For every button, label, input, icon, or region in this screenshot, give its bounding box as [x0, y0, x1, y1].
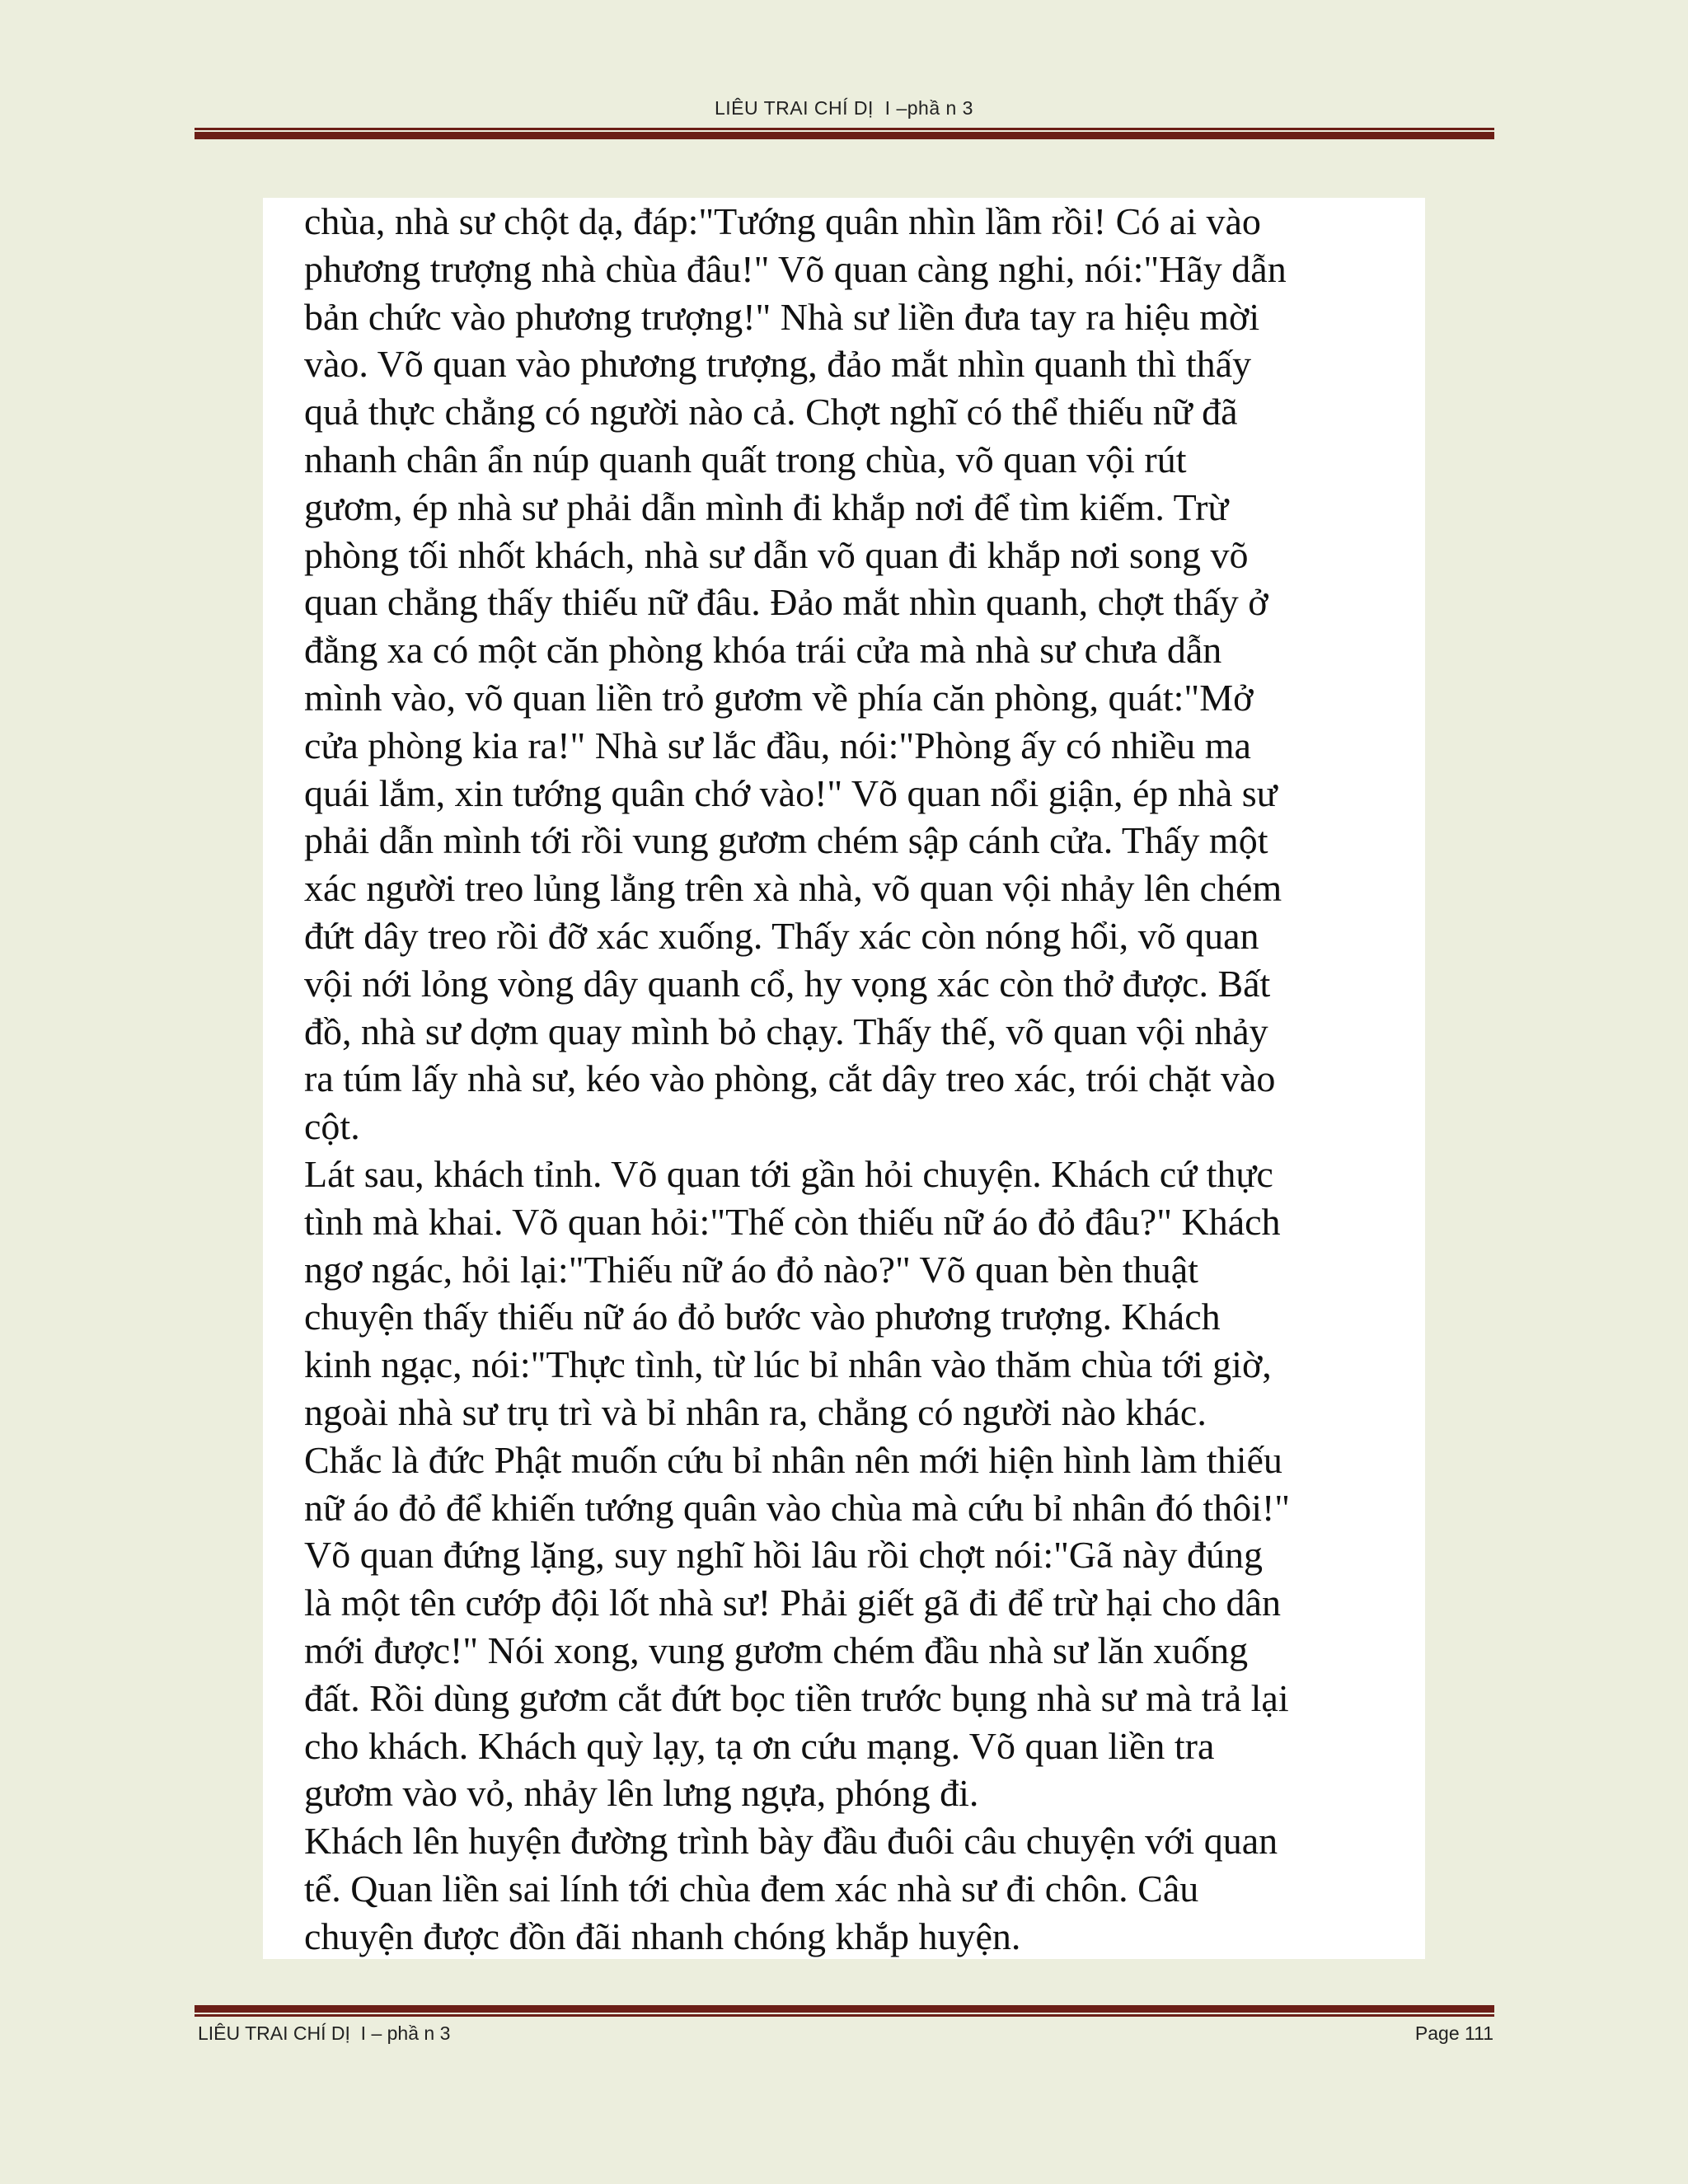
body-line: nhanh chân ẩn núp quanh quất trong chùa, võ quan vội rút: [304, 438, 1187, 480]
body-line: gươm, ép nhà sư phải dẫn mình đi khắp nơi để tìm kiếm. Trừ: [304, 485, 1229, 528]
body-line: phương trượng nhà chùa đâu!" Võ quan càng nghi, nói:"Hãy dẫn: [304, 247, 1287, 290]
body-line: đất. Rồi dùng gươm cắt đứt bọc tiền trước bụng nhà sư mà trả lại: [304, 1676, 1289, 1719]
body-line: nữ áo đỏ để khiến tướng quân vào chùa mà cứu bỉ nhân đó thôi!": [304, 1486, 1291, 1529]
footer-rule-thin: [195, 2014, 1494, 2017]
body-line: là một tên cướp đội lốt nhà sư! Phải giết gã đi để trừ hại cho dân: [304, 1582, 1281, 1624]
header-rule-thick: [195, 132, 1494, 139]
body-line: ngơ ngác, hỏi lại:"Thiếu nữ áo đỏ nào?" Võ quan bèn thuật: [304, 1248, 1198, 1291]
body-line: ra túm lấy nhà sư, kéo vào phòng, cắt dây treo xác, trói chặt vào: [304, 1057, 1276, 1100]
body-line: bản chức vào phương trượng!" Nhà sư liền đưa tay ra hiệu mời: [304, 295, 1260, 338]
body-line: Võ quan đứng lặng, suy nghĩ hồi lâu rồi chợt nói:"Gã này đúng: [304, 1534, 1263, 1577]
body-line: cột.: [304, 1105, 360, 1148]
body-line: cửa phòng kia ra!" Nhà sư lắc đầu, nói:"Phòng ấy có nhiều ma: [304, 724, 1251, 766]
body-line: Khách lên huyện đường trình bày đầu đuôi câu chuyện với quan: [304, 1820, 1278, 1863]
body-line: quan chẳng thấy thiếu nữ đâu. Đảo mắt nhìn quanh, chợt thấy ở: [304, 581, 1268, 624]
body-line: chùa, nhà sư chột dạ, đáp:"Tướng quân nhìn lầm rồi! Có ai vào: [304, 200, 1261, 242]
body-line: Chắc là đức Phật muốn cứu bỉ nhân nên mới hiện hình làm thiếu: [304, 1438, 1282, 1481]
footer-rule-thick: [195, 2005, 1494, 2013]
header-rule-thin: [195, 128, 1494, 130]
body-line: kinh ngạc, nói:"Thực tình, từ lúc bỉ nhân vào thăm chùa tới giờ,: [304, 1343, 1272, 1386]
body-line: quái lắm, xin tướng quân chớ vào!" Võ quan nổi giận, ép nhà sư: [304, 771, 1278, 814]
body-line: Lát sau, khách tỉnh. Võ quan tới gần hỏi chuyện. Khách cứ thực: [304, 1152, 1273, 1195]
body-line: gươm vào vỏ, nhảy lên lưng ngựa, phóng đi.: [304, 1772, 979, 1815]
body-line: xác người treo lủng lẳng trên xà nhà, võ quan vội nhảy lên chém: [304, 867, 1282, 910]
footer-title: LIÊU TRAI CHÍ DỊ I – phầ n 3: [198, 2022, 451, 2044]
body-line: ngoài nhà sư trụ trì và bỉ nhân ra, chẳng có người nào khác.: [304, 1390, 1207, 1433]
body-line: cho khách. Khách quỳ lạy, tạ ơn cứu mạng. Võ quan liền tra: [304, 1724, 1215, 1767]
body-line: chuyện được đồn đãi nhanh chóng khắp huyện.: [304, 1915, 1021, 1957]
body-line: tình mà khai. Võ quan hỏi:"Thế còn thiếu nữ áo đỏ đâu?" Khách: [304, 1200, 1281, 1243]
body-line: đằng xa có một căn phòng khóa trái cửa mà nhà sư chưa dẫn: [304, 629, 1222, 672]
page-number: Page 111: [1414, 2022, 1493, 2044]
body-text: [304, 198, 1417, 1960]
body-line: đồ, nhà sư dợm quay mình bỏ chạy. Thấy thế, võ quan vội nhảy: [304, 1010, 1268, 1052]
body-line: mình vào, võ quan liền trỏ gươm về phía căn phòng, quát:"Mở: [304, 676, 1254, 719]
body-line: phải dẫn mình tới rồi vung gươm chém sập cánh cửa. Thấy một: [304, 819, 1268, 862]
header-title: LIÊU TRAI CHÍ DỊ I –phầ n 3: [715, 97, 973, 119]
body-line: vội nới lỏng vòng dây quanh cổ, hy vọng xác còn thở được. Bất: [304, 962, 1271, 1005]
body-line: mới được!" Nói xong, vung gươm chém đầu nhà sư lăn xuống: [304, 1629, 1249, 1671]
body-line: tể. Quan liền sai lính tới chùa đem xác nhà sư đi chôn. Câu: [304, 1867, 1199, 1910]
body-line: chuyện thấy thiếu nữ áo đỏ bước vào phương trượng. Khách: [304, 1296, 1221, 1338]
body-line: vào. Võ quan vào phương trượng, đảo mắt nhìn quanh thì thấy: [304, 343, 1252, 386]
body-line: quả thực chẳng có người nào cả. Chợt nghĩ có thể thiếu nữ đã: [304, 391, 1238, 434]
body-line: đứt dây treo rồi đỡ xác xuống. Thấy xác còn nóng hổi, võ quan: [304, 914, 1259, 957]
body-line: phòng tối nhốt khách, nhà sư dẫn võ quan đi khắp nơi song võ: [304, 533, 1249, 576]
